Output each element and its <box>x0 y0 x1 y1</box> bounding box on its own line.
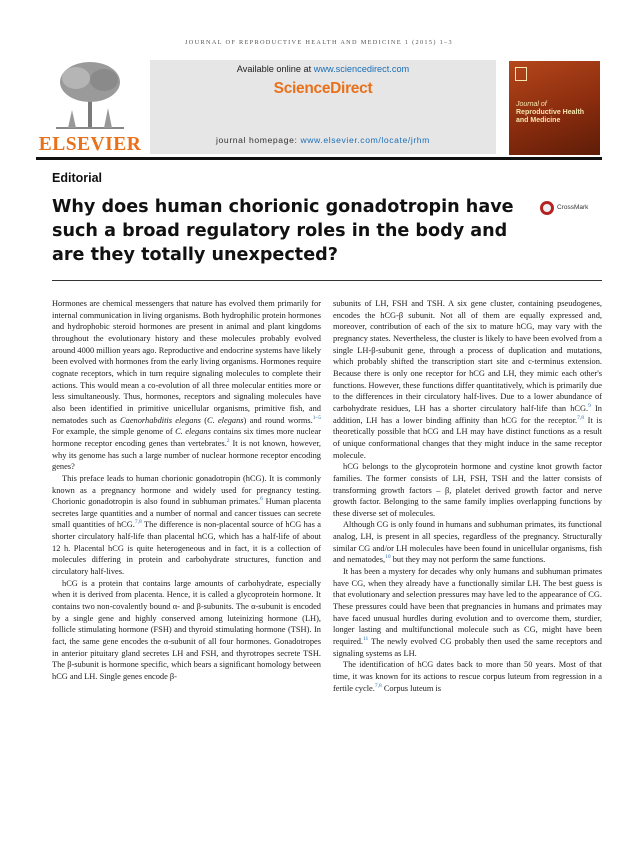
citation-link[interactable]: 7,8 <box>374 682 382 689</box>
paragraph: Hormones are chemical messengers that nature has evolved them primarily for internal communication in living organisms. Both hydrophilic protein hormones and hydrophobic steroid hormones are present in animal and plant kingdoms throughout the evolutionary history and these molecules probably evolved around 4000 million years ago. Reproductive and endocrine systems have likely been evolved with hormones from the early living organisms. Hormones require cognate receptors, which in turn require signaling molecules to complete their actions. This would mean a co-evolution of all three molecular entities more or less simultaneously. Thus, hormones, receptors and signaling molecules have also been identified in primitive unicellular organisms, primitive fish, and nematodes such as Caenorhabditis elegans (C. elegans) and round worms.$^{1-5}$ For example, the simple genome of C. elegans contains six times more nuclear hormone receptor encoding genes than vertebrates.$^2$ It is not known, however, why its genome has such a large number of nuclear hormone receptor encoding genes? <box>52 299 322 472</box>
citation-link[interactable]: 2 <box>226 438 230 445</box>
cover-title-line1: Journal of <box>516 101 547 108</box>
available-online-line <box>150 64 496 74</box>
article-title: Why does human chorionic gonadotropin have such a broad regulatory roles in the body and are they totally unexpected? <box>52 197 514 265</box>
paragraph: This preface leads to human chorionic gonadotropin (hCG). It is commonly known as a pregnancy hormone and widely used for pregnancy testing. Chorionic gonadotropin is also found in subhuman primates.$^6$ Human placenta secretes large quantities and a number of normal and cancer tissues can secrete small quantities of hCG.$^{7,8}$ The difference is non-placental source of hCG has a shorter circulatory half-life than placental hCG, which has a half-life of about 12 h. Placental hCG is quite heterogeneous and in fact, it is a collection of molecules differing in protein and carbohydrate structures, function and circulatory half-lives. <box>52 473 321 577</box>
body-column-left <box>52 298 321 683</box>
crossmark-label: CrossMark <box>557 204 589 211</box>
journal-masthead <box>150 60 496 154</box>
crossmark-icon <box>540 201 554 215</box>
citation-link[interactable]: 9 <box>588 403 591 410</box>
journal-cover-thumbnail[interactable] <box>509 61 600 155</box>
elsevier-wordmark: ELSEVIER <box>38 134 142 155</box>
elsevier-logo[interactable] <box>38 58 142 156</box>
sciencedirect-brand[interactable]: ScienceDirect <box>273 80 373 97</box>
paragraph: subunits of LH, FSH and TSH. A six gene cluster, containing pseudogenes, encodes the hCG-β subunit. Not all of them are equally expressed and, moreover, contribution of each of the six to mature hCG, may vary with the pregnancy states. Nevertheless, the cluster is likely to have been evolved from a single LH-β-subunit gene, through a process of duplication and mutations, which probably shifted the transcription start site and c-terminus extension. Because there is only one receptor for hCG and LH, they mimic each other's functions. However, these functions differ quantitatively, which is primarily due to the differences in their circulatory half-lives. Due to a lower abundance of carbohydrate residues, LH has a shorter circulatory half-life than hCG.$^9$ In addition, LH has a lower binding affinity than hCG for the receptor.$^{7,8}$ It is theoretically possible that hCG and LH may have distinct functions as a result of unique conformational changes that they might induce in the same receptor molecule. <box>333 299 603 460</box>
citation-link[interactable]: 6 <box>260 496 263 503</box>
paragraph: Although CG is only found in humans and subhuman primates, its functional analog, LH, is present in all species, regardless of the pregnancy. Structurally similar CG and/or LH molecules have been found in unicellular organisms, fish and nematodes,$^{10}$ but they may not perform the same functions. <box>333 520 602 565</box>
paragraph: hCG belongs to the glycoprotein hormone and cystine knot growth factor families. The former consists of LH, FSH, TSH and the latter consists of transforming growth factors – β, platelet derived growth factor and nerve growth factor. Belonging to the same family implies overlapping functions by these diverse set of molecules. <box>333 462 602 518</box>
article-type: Editorial <box>52 171 103 185</box>
running-head: JOURNAL OF REPRODUCTIVE HEALTH AND MEDICINE 1 (2015) 1–3 <box>185 39 453 46</box>
cover-emblem-icon <box>515 67 527 81</box>
crossmark-badge[interactable] <box>540 201 600 215</box>
journal-homepage-line <box>150 135 496 145</box>
header-rule <box>36 157 602 160</box>
citation-link[interactable]: 11 <box>363 636 369 643</box>
available-prefix: Available online at <box>236 64 314 74</box>
journal-homepage-link[interactable]: www.elsevier.com/locate/jrhm <box>300 135 430 145</box>
title-rule <box>52 280 602 281</box>
paragraph: hCG is a protein that contains large amounts of carbohydrate, especially when it is derived from placenta. Hence, it is called a glycoprotein hormone. It contains two non-covalently bound α- and β-subunits. The α-subunit is encoded by a single gene and highly conserved among luteinizing hormone (LH), follicle stimulating hormone (FSH) and thyroid stimulating hormone (TSH). In fact, the same gene encodes the α-subunit of all four hormones. Gonadotropes in anterior pituitary gland secretes LH and FSH, and thyrotropes secrete TSH. The β-subunit is hormone specific, which bears a significant homology between hCG and LH. Single genes encode β- <box>52 578 321 681</box>
sciencedirect-link[interactable]: www.sciencedirect.com <box>313 64 410 74</box>
citation-link[interactable]: 10 <box>385 554 391 561</box>
cover-title-line2: Reproductive Health <box>516 109 585 116</box>
cover-title-line3: and Medicine <box>516 117 561 124</box>
paragraph: It has been a mystery for decades why only humans and subhuman primates have CG, when they already have a functionally similar LH. The best guess is that evolutionary and selection pressures may have led to the appearance of CG. These pressures could have been that pregnancies in humans and primates may have faced unusual hurdles during evolution and to overcome them, sturdier, longer lasting and multifunctional molecule such as CG, might have been required.$^{11}$ The newly evolved CG probably then used the same receptors and signaling systems as LH. <box>333 567 602 658</box>
homepage-prefix: journal homepage: <box>216 135 301 145</box>
paragraph: The identification of hCG dates back to more than 50 years. Most of that time, it was known for its actions to rescue corpus luteum from regression in a fertile cycle.$^{7,8}$ Corpus luteum is <box>333 660 602 693</box>
citation-link[interactable]: 7,8 <box>577 414 585 421</box>
body-column-right <box>333 298 602 694</box>
citation-link[interactable]: 7,8 <box>134 519 142 526</box>
citation-link[interactable]: 1–5 <box>312 414 321 421</box>
elsevier-tree-icon <box>46 58 134 132</box>
cover-title <box>516 101 596 125</box>
